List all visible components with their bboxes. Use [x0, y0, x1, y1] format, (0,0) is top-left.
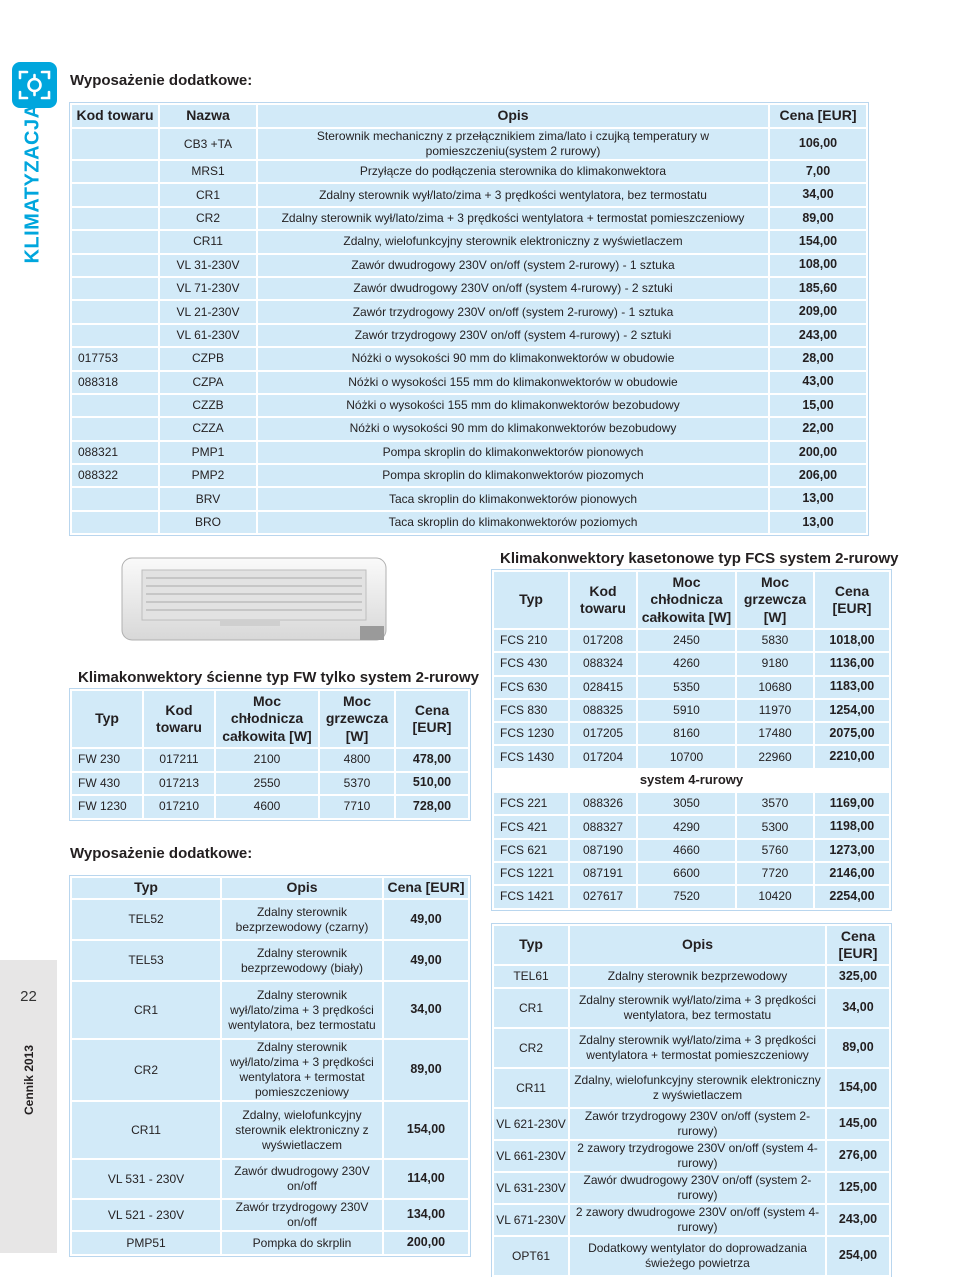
table-row: [71, 511, 867, 534]
table-cell: 154,00: [769, 230, 867, 253]
table-row: [493, 1108, 890, 1140]
subheading-4-pipe: system 4-rurowy: [493, 769, 890, 792]
table-cell: Zawór trzydrogowy 230V on/off (system 4-rurowy) - 2 sztuki: [257, 324, 769, 347]
catalog-label: Cennik 2013: [22, 1044, 37, 1116]
page-number: 22: [20, 988, 37, 1005]
table-cell: Zdalny sterownik bezprzewodowy (czarny): [221, 899, 383, 940]
table-row: [493, 988, 890, 1028]
table-cell: 185,60: [769, 277, 867, 300]
table-cell: Zawór dwudrogowy 230V on/off: [221, 1159, 383, 1199]
table-cell: 088325: [569, 699, 637, 722]
table-cell: VL 661-230V: [493, 1140, 569, 1172]
table-cell: 6600: [637, 862, 736, 885]
col-header: Typ: [71, 877, 221, 899]
table-cell: 10420: [736, 885, 814, 908]
table-cell: 027617: [569, 885, 637, 908]
fcs-accessories-table: [492, 924, 891, 1277]
table-cell: FCS 421: [493, 815, 569, 838]
table-cell: CR2: [71, 1039, 221, 1101]
table-cell: 243,00: [826, 1204, 890, 1236]
table-cell: Zdalny sterownik wył/lato/zima + 3 prędkości wentylatora + termostat pomieszczeniowy: [221, 1039, 383, 1101]
table-row: [71, 1231, 469, 1255]
table-cell: 108,00: [769, 254, 867, 277]
table-cell: FCS 221: [493, 792, 569, 815]
table-cell: 028415: [569, 676, 637, 699]
table-cell: 017211: [143, 748, 215, 772]
col-header: Kod towaru: [143, 690, 215, 748]
table-row: [71, 1159, 469, 1199]
table-cell: [71, 160, 159, 183]
table-cell: [71, 230, 159, 253]
table-cell: 5370: [319, 772, 395, 796]
table-cell: 088326: [569, 792, 637, 815]
table-row: [493, 1068, 890, 1108]
table-row: [493, 792, 890, 815]
table-cell: CZPA: [159, 371, 257, 394]
col-header: Typ: [493, 571, 569, 629]
table-cell: VL 621-230V: [493, 1108, 569, 1140]
table-cell: Pompa skroplin do klimakonwektorów pionowych: [257, 441, 769, 464]
table-cell: Zawór dwudrogowy 230V on/off (system 2-rurowy): [569, 1172, 826, 1204]
table-cell: 4800: [319, 748, 395, 772]
table-cell: 28,00: [769, 347, 867, 370]
table-cell: [71, 324, 159, 347]
table-cell: 088324: [569, 652, 637, 675]
table-cell: 243,00: [769, 324, 867, 347]
table-cell: CR11: [71, 1101, 221, 1159]
table-row: [71, 1101, 469, 1159]
table-cell: 49,00: [383, 899, 469, 940]
table-row: [71, 1039, 469, 1101]
table-cell: Zawór trzydrogowy 230V on/off: [221, 1199, 383, 1231]
table-cell: FCS 621: [493, 839, 569, 862]
table-cell: VL 531 - 230V: [71, 1159, 221, 1199]
table-cell: 49,00: [383, 940, 469, 981]
table-cell: BRO: [159, 511, 257, 534]
fw-heading: Klimakonwektory ścienne typ FW tylko system 2-rurowy: [78, 669, 479, 686]
table-cell: CR1: [71, 981, 221, 1039]
fcs-table: [492, 570, 891, 910]
table-cell: 087191: [569, 862, 637, 885]
table-cell: 478,00: [395, 748, 469, 772]
table-row: [71, 464, 867, 487]
table-cell: 2550: [215, 772, 319, 796]
table-cell: 13,00: [769, 487, 867, 510]
table-row: [71, 300, 867, 323]
table-cell: MRS1: [159, 160, 257, 183]
table-cell: 10700: [637, 745, 736, 768]
table-cell: PMP2: [159, 464, 257, 487]
table-cell: 7720: [736, 862, 814, 885]
table-row: [71, 207, 867, 230]
table-row: [71, 417, 867, 440]
table-cell: CR2: [493, 1028, 569, 1068]
table-cell: 4290: [637, 815, 736, 838]
table-cell: [71, 277, 159, 300]
table-cell: 22960: [736, 745, 814, 768]
table-cell: 1254,00: [814, 699, 890, 722]
table-cell: 2 zawory trzydrogowe 230V on/off (system 4-rurowy): [569, 1140, 826, 1172]
table-cell: 15,00: [769, 394, 867, 417]
table-cell: Nóżki o wysokości 90 mm do klimakonwektorów w obudowie: [257, 347, 769, 370]
table-cell: Zdalny, wielofunkcyjny sterownik elektroniczny z wyświetlaczem: [257, 230, 769, 253]
table-cell: 145,00: [826, 1108, 890, 1140]
table-cell: 34,00: [769, 183, 867, 206]
table-row: [71, 899, 469, 940]
table-cell: 5760: [736, 839, 814, 862]
table-row: [71, 772, 469, 796]
table-cell: 087190: [569, 839, 637, 862]
table-row: [71, 981, 469, 1039]
table-cell: 9180: [736, 652, 814, 675]
table-cell: CB3 +TA: [159, 128, 257, 160]
table-cell: 276,00: [826, 1140, 890, 1172]
table-row: [493, 885, 890, 908]
fcs-heading: Klimakonwektory kasetonowe typ FCS system 2-rurowy: [500, 550, 899, 567]
table-cell: 34,00: [826, 988, 890, 1028]
table-cell: 017208: [569, 629, 637, 652]
table-cell: 7,00: [769, 160, 867, 183]
table-cell: TEL52: [71, 899, 221, 940]
table-cell: 017204: [569, 745, 637, 768]
table-cell: Zdalny sterownik wył/lato/zima + 3 prędkości wentylatora + termostat pomieszczeniowy: [257, 207, 769, 230]
table-row: [493, 676, 890, 699]
table-cell: FCS 430: [493, 652, 569, 675]
table-row: [71, 277, 867, 300]
col-header: Opis: [257, 104, 769, 128]
table-cell: Dodatkowy wentylator do doprowadzania świeżego powietrza: [569, 1236, 826, 1276]
table-cell: FCS 1221: [493, 862, 569, 885]
table-cell: 2254,00: [814, 885, 890, 908]
col-header: Moc grzewcza [W]: [319, 690, 395, 748]
table-cell: 2075,00: [814, 722, 890, 745]
table-cell: CR11: [493, 1068, 569, 1108]
table-cell: 200,00: [769, 441, 867, 464]
table-cell: 1273,00: [814, 839, 890, 862]
table-cell: 017753: [71, 347, 159, 370]
table-cell: VL 631-230V: [493, 1172, 569, 1204]
table-row: [493, 769, 890, 792]
col-header: Cena [EUR]: [826, 925, 890, 965]
table-cell: FCS 210: [493, 629, 569, 652]
table-cell: 1198,00: [814, 815, 890, 838]
table-cell: PMP51: [71, 1231, 221, 1255]
table-cell: 43,00: [769, 371, 867, 394]
wall-mounted-fan-coil-unit-image: [120, 556, 388, 644]
table-cell: 254,00: [826, 1236, 890, 1276]
table-cell: TEL53: [71, 940, 221, 981]
table-cell: VL 71-230V: [159, 277, 257, 300]
table-cell: CR1: [159, 183, 257, 206]
table-cell: 4600: [215, 795, 319, 819]
table-cell: FW 1230: [71, 795, 143, 819]
table-cell: 1018,00: [814, 629, 890, 652]
table-cell: 114,00: [383, 1159, 469, 1199]
table-cell: Zdalny sterownik wył/lato/zima + 3 prędkości wentylatora, bez termostatu: [221, 981, 383, 1039]
table-cell: Przyłącze do podłączenia sterownika do klimakonwektora: [257, 160, 769, 183]
col-header: Kod towaru: [569, 571, 637, 629]
table-cell: VL 31-230V: [159, 254, 257, 277]
table-row: [493, 862, 890, 885]
table-cell: CR1: [493, 988, 569, 1028]
table-cell: Nóżki o wysokości 90 mm do klimakonwektorów bezobudowy: [257, 417, 769, 440]
col-header: Opis: [569, 925, 826, 965]
table-cell: 17480: [736, 722, 814, 745]
table-cell: Taca skroplin do klimakonwektorów pionowych: [257, 487, 769, 510]
table-row: [493, 699, 890, 722]
table-row: [71, 160, 867, 183]
table-cell: Zawór dwudrogowy 230V on/off (system 4-rurowy) - 2 sztuki: [257, 277, 769, 300]
col-header: Cena [EUR]: [769, 104, 867, 128]
table-cell: FW 230: [71, 748, 143, 772]
table-row: [493, 1172, 890, 1204]
table-cell: FCS 830: [493, 699, 569, 722]
table-cell: CR11: [159, 230, 257, 253]
table-cell: 154,00: [383, 1101, 469, 1159]
table-cell: BRV: [159, 487, 257, 510]
table-row: [71, 324, 867, 347]
col-header: Kod towaru: [71, 104, 159, 128]
table-cell: 7520: [637, 885, 736, 908]
table-cell: 209,00: [769, 300, 867, 323]
table-cell: Pompa skroplin do klimakonwektorów piozomych: [257, 464, 769, 487]
table-cell: 10680: [736, 676, 814, 699]
table-cell: 5830: [736, 629, 814, 652]
table-row: [71, 254, 867, 277]
table-cell: 8160: [637, 722, 736, 745]
table-cell: 7710: [319, 795, 395, 819]
table-cell: CZZB: [159, 394, 257, 417]
table-row: [71, 371, 867, 394]
table-cell: 89,00: [383, 1039, 469, 1101]
air-conditioning-icon: [12, 62, 57, 108]
table-cell: 13,00: [769, 511, 867, 534]
table-cell: [71, 128, 159, 160]
table-cell: CZPB: [159, 347, 257, 370]
table-cell: Zdalny sterownik bezprzewodowy (biały): [221, 940, 383, 981]
table-row: [71, 748, 469, 772]
table-cell: FCS 1230: [493, 722, 569, 745]
table-cell: [71, 511, 159, 534]
table-row: [71, 394, 867, 417]
table-cell: 2100: [215, 748, 319, 772]
accessories-heading: Wyposażenie dodatkowe:: [70, 72, 253, 89]
table-cell: VL 61-230V: [159, 324, 257, 347]
table-cell: PMP1: [159, 441, 257, 464]
table-cell: 4260: [637, 652, 736, 675]
table-row: [493, 1204, 890, 1236]
table-row: [71, 1199, 469, 1231]
table-row: [493, 1140, 890, 1172]
table-row: [71, 441, 867, 464]
category-label: KLIMATYZACJA: [21, 102, 44, 264]
table-cell: Taca skroplin do klimakonwektorów poziomych: [257, 511, 769, 534]
table-cell: 1136,00: [814, 652, 890, 675]
table-cell: 125,00: [826, 1172, 890, 1204]
table-cell: [71, 417, 159, 440]
table-cell: FCS 1421: [493, 885, 569, 908]
table-cell: 206,00: [769, 464, 867, 487]
table-cell: 017205: [569, 722, 637, 745]
table-cell: 22,00: [769, 417, 867, 440]
table-cell: Nóżki o wysokości 155 mm do klimakonwektorów w obudowie: [257, 371, 769, 394]
table-cell: 2450: [637, 629, 736, 652]
table-row: [493, 722, 890, 745]
table-cell: FCS 630: [493, 676, 569, 699]
col-header: Cena [EUR]: [383, 877, 469, 899]
table-row: [71, 487, 867, 510]
table-cell: Zdalny sterownik wył/lato/zima + 3 prędkości wentylatora, bez termostatu: [257, 183, 769, 206]
table-cell: Sterownik mechaniczny z przełącznikiem zima/lato i czujką temperatury w pomieszczeniu(system 2 rurowy): [257, 128, 769, 160]
table-cell: VL 21-230V: [159, 300, 257, 323]
table-cell: Zdalny sterownik wył/lato/zima + 3 prędkości wentylatora + termostat pomieszczeniowy: [569, 1028, 826, 1068]
table-cell: 088318: [71, 371, 159, 394]
table-cell: [71, 394, 159, 417]
table-cell: 5910: [637, 699, 736, 722]
table-row: [493, 815, 890, 838]
table-cell: 2146,00: [814, 862, 890, 885]
table-row: [493, 1028, 890, 1068]
table-cell: 3570: [736, 792, 814, 815]
col-header: Moc chłodnicza całkowita [W]: [637, 571, 736, 629]
table-row: [71, 795, 469, 819]
table-cell: TEL61: [493, 965, 569, 988]
table-cell: 89,00: [769, 207, 867, 230]
table-cell: 2 zawory dwudrogowe 230V on/off (system 4-rurowy): [569, 1204, 826, 1236]
table-cell: 200,00: [383, 1231, 469, 1255]
table-cell: CR2: [159, 207, 257, 230]
table-cell: 3050: [637, 792, 736, 815]
table-cell: VL 521 - 230V: [71, 1199, 221, 1231]
table-row: [71, 128, 867, 160]
table-row: [71, 230, 867, 253]
table-cell: OPT61: [493, 1236, 569, 1276]
col-header: Cena [EUR]: [395, 690, 469, 748]
table-cell: Zdalny, wielofunkcyjny sterownik elektroniczny z wyświetlaczem: [221, 1101, 383, 1159]
table-cell: 1169,00: [814, 792, 890, 815]
col-header: Nazwa: [159, 104, 257, 128]
fw-table: [70, 689, 470, 820]
table-cell: 510,00: [395, 772, 469, 796]
col-header: Moc chłodnicza całkowita [W]: [215, 690, 319, 748]
table-cell: VL 671-230V: [493, 1204, 569, 1236]
table-cell: 017213: [143, 772, 215, 796]
table-cell: [71, 254, 159, 277]
col-header: Moc grzewcza [W]: [736, 571, 814, 629]
table-cell: [71, 487, 159, 510]
table-cell: Zdalny sterownik wył/lato/zima + 3 prędkości wentylatora, bez termostatu: [569, 988, 826, 1028]
col-header: Opis: [221, 877, 383, 899]
table-cell: Zawór trzydrogowy 230V on/off (system 2-rurowy): [569, 1108, 826, 1140]
table-cell: 017210: [143, 795, 215, 819]
accessories-table: [70, 103, 868, 535]
fw-accessories-heading: Wyposażenie dodatkowe:: [70, 845, 253, 862]
table-row: [493, 1236, 890, 1276]
table-cell: 2210,00: [814, 745, 890, 768]
col-header: Typ: [493, 925, 569, 965]
col-header: Cena [EUR]: [814, 571, 890, 629]
table-row: [71, 183, 867, 206]
table-row: [493, 745, 890, 768]
table-cell: Zdalny sterownik bezprzewodowy: [569, 965, 826, 988]
table-cell: Zawór trzydrogowy 230V on/off (system 2-rurowy) - 1 sztuka: [257, 300, 769, 323]
table-cell: Pompka do skrplin: [221, 1231, 383, 1255]
table-cell: 154,00: [826, 1068, 890, 1108]
table-cell: FW 430: [71, 772, 143, 796]
table-row: [493, 652, 890, 675]
table-cell: 088321: [71, 441, 159, 464]
table-row: [493, 839, 890, 862]
fw-accessories-table: [70, 876, 470, 1256]
table-cell: 088322: [71, 464, 159, 487]
table-cell: 11970: [736, 699, 814, 722]
col-header: Typ: [71, 690, 143, 748]
table-row: [493, 965, 890, 988]
table-cell: Nóżki o wysokości 155 mm do klimakonwektorów bezobudowy: [257, 394, 769, 417]
table-cell: [71, 300, 159, 323]
table-cell: CZZA: [159, 417, 257, 440]
table-cell: 4660: [637, 839, 736, 862]
table-cell: 5300: [736, 815, 814, 838]
table-cell: 34,00: [383, 981, 469, 1039]
table-row: [71, 940, 469, 981]
table-cell: 728,00: [395, 795, 469, 819]
table-cell: 89,00: [826, 1028, 890, 1068]
table-cell: [71, 183, 159, 206]
table-cell: FCS 1430: [493, 745, 569, 768]
table-cell: 1183,00: [814, 676, 890, 699]
table-cell: Zawór dwudrogowy 230V on/off (system 2-rurowy) - 1 sztuka: [257, 254, 769, 277]
table-cell: [71, 207, 159, 230]
table-row: [71, 347, 867, 370]
table-cell: 325,00: [826, 965, 890, 988]
table-cell: Zdalny, wielofunkcyjny sterownik elektroniczny z wyświetlaczem: [569, 1068, 826, 1108]
table-cell: 088327: [569, 815, 637, 838]
table-cell: 134,00: [383, 1199, 469, 1231]
table-cell: 5350: [637, 676, 736, 699]
table-row: [493, 629, 890, 652]
table-cell: 106,00: [769, 128, 867, 160]
